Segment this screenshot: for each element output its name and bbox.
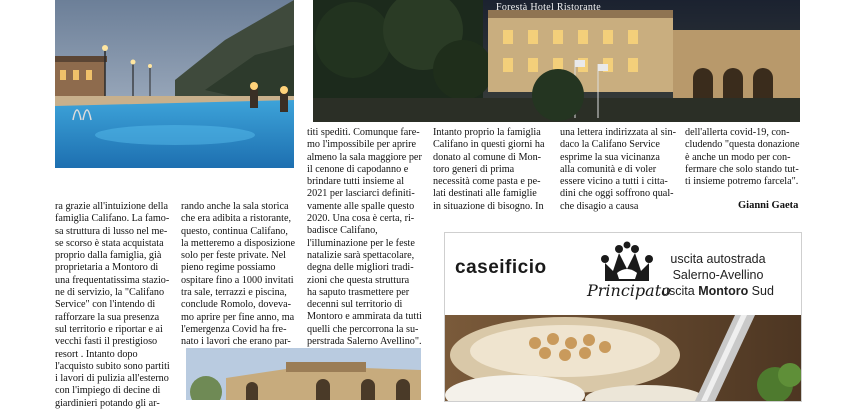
text-line: proprio dalla famiglia, già <box>55 250 162 262</box>
text-line: lati destinati alle famiglie <box>433 188 537 200</box>
text-line: questo, continua Califano, <box>181 225 288 237</box>
text-line: necessità come pasta e pe- <box>433 176 541 188</box>
text-line: alla comunità e di voler <box>560 163 657 175</box>
text-line: degna delle migliori tradi- <box>307 262 414 274</box>
ad-info-text: uscita <box>662 284 699 298</box>
text-line: essere vicino a tutti i citta- <box>560 176 668 188</box>
text-line: rafforzare la sua presenza <box>55 311 160 323</box>
text-line: con l'impiego di decine di <box>55 385 161 397</box>
text-line: la metteremo a disposizione <box>181 237 296 249</box>
text-line: sul territorio e riportar e ai <box>55 323 163 335</box>
text-line: l'emergenza Covid ha fre- <box>181 323 287 335</box>
ad-info-text: Sud <box>748 284 774 298</box>
text-line: conclude Romolo, doveva- <box>181 299 292 311</box>
text-line: cludendo "questa donazione <box>685 139 800 151</box>
text-line: decenni sul territorio di <box>307 299 403 311</box>
text-line: ti insieme potremo farcela". <box>685 176 799 188</box>
text-line: ospitare fino a 1000 invitati <box>181 274 294 286</box>
text-line: ra grazie all'intuizione della <box>55 201 168 212</box>
text-line: esprime la sua vicinanza <box>560 151 660 163</box>
article-column-1 <box>55 201 176 410</box>
text-line: una lettera indirizzata al sin- <box>560 127 676 138</box>
article-column-6 <box>685 127 803 188</box>
text-line: donato al comune di Mon- <box>433 151 542 163</box>
text-line: zioni che questa struttura <box>307 274 410 286</box>
text-line: vamente alle spalle questo <box>307 200 415 212</box>
ad-brand-name: Principato <box>587 281 671 300</box>
text-line: nato i lavori che erano par- <box>181 336 291 348</box>
text-line: Intanto proprio la famiglia <box>433 127 541 138</box>
text-line: badisce Califano, <box>307 225 378 237</box>
text-line: vecchi fasti il prestigioso <box>55 336 158 348</box>
pool-photo <box>55 0 294 168</box>
text-line: mo aprire per fine anno, ma <box>181 311 295 323</box>
text-line: brindare tutti insieme al <box>307 176 405 188</box>
ad-caseificio-word: caseificio <box>455 257 547 278</box>
text-line: Montoro e ammirata da tutti <box>307 311 422 323</box>
text-line: l'illuminazione per le feste <box>307 237 415 249</box>
text-line: perstrada Salerno Avellino". <box>307 336 422 348</box>
ad-info-line: uscita autostrada <box>670 252 766 266</box>
text-line: dell'allerta covid-19, con- <box>685 127 790 138</box>
text-line: che era adibita a ristorante, <box>181 213 292 225</box>
advertisement <box>444 232 802 402</box>
text-line: una frequentatissima stazio- <box>55 274 170 286</box>
text-line: daco la Califano Service <box>560 139 660 151</box>
text-line: in situazione di bisogno. In <box>433 200 544 212</box>
article-column-2 <box>181 201 302 349</box>
text-line: Service" con l'intendo di <box>55 299 156 311</box>
text-line: se scorso è stata acquistata <box>55 237 164 249</box>
hotel-photo <box>313 0 800 122</box>
text-line: rando anche la sala storica <box>181 201 289 212</box>
text-line: i lavori di pulizia all'esterno <box>55 373 169 385</box>
text-line: fermare che solo stando tut- <box>685 163 799 175</box>
text-line: toro generi di prima <box>433 163 515 175</box>
text-line: almeno la sala maggiore per <box>307 151 422 163</box>
ad-info-bold: Montoro <box>698 284 749 298</box>
hotel-sign: Forestà Hotel Ristorante <box>496 2 601 13</box>
text-line: ha saputo trasmettere per <box>307 286 410 298</box>
text-line: dini che oggi soffrono qual- <box>560 188 674 200</box>
article-column-3 <box>307 127 428 348</box>
ad-info-line <box>643 283 793 299</box>
text-line: ne di servizio, la "Califano <box>55 287 165 299</box>
text-line: titi speditì. Comunque fare- <box>307 127 420 138</box>
text-line: solo per feste private. Nel <box>181 250 286 262</box>
article-column-4 <box>433 127 555 213</box>
text-line: mo l'impossibile per aprire <box>307 139 417 151</box>
ad-info-line: Salerno-Avellino <box>672 268 764 282</box>
text-line: il cenone di capodanno e <box>307 163 409 175</box>
building-photo <box>186 348 421 400</box>
article-column-5 <box>560 127 679 213</box>
text-line: Califano in questi giorni ha <box>433 139 545 151</box>
text-line: proprietaria a Montoro di <box>55 262 159 274</box>
text-line: quelli che percorrona la su- <box>307 323 419 335</box>
text-line: giardinieri potando gli ar- <box>55 397 160 409</box>
text-line: natalizie sarà spettacolare, <box>307 249 415 261</box>
text-line: sa struttura di lusso nel me- <box>55 225 168 237</box>
text-line: è anche un modo per con- <box>685 151 791 163</box>
text-line: resort . Intanto dopo <box>55 348 138 360</box>
ad-directions <box>643 251 793 299</box>
text-line: che disagio a causa <box>560 200 639 212</box>
text-line: famiglia Califano. La famo- <box>55 213 170 225</box>
text-line: 2020. Una cosa è certa, ri- <box>307 213 415 225</box>
author-signature: Gianni Gaeta <box>738 200 799 211</box>
text-line: tra sale, terrazzi e piscina, <box>181 287 287 299</box>
text-line: pieno regime possiamo <box>181 262 276 274</box>
cheese-photo <box>445 315 801 401</box>
text-line: l'acquisto subito sono partiti <box>55 360 170 372</box>
text-line: 2021 per lasciarci definiti- <box>307 188 415 200</box>
